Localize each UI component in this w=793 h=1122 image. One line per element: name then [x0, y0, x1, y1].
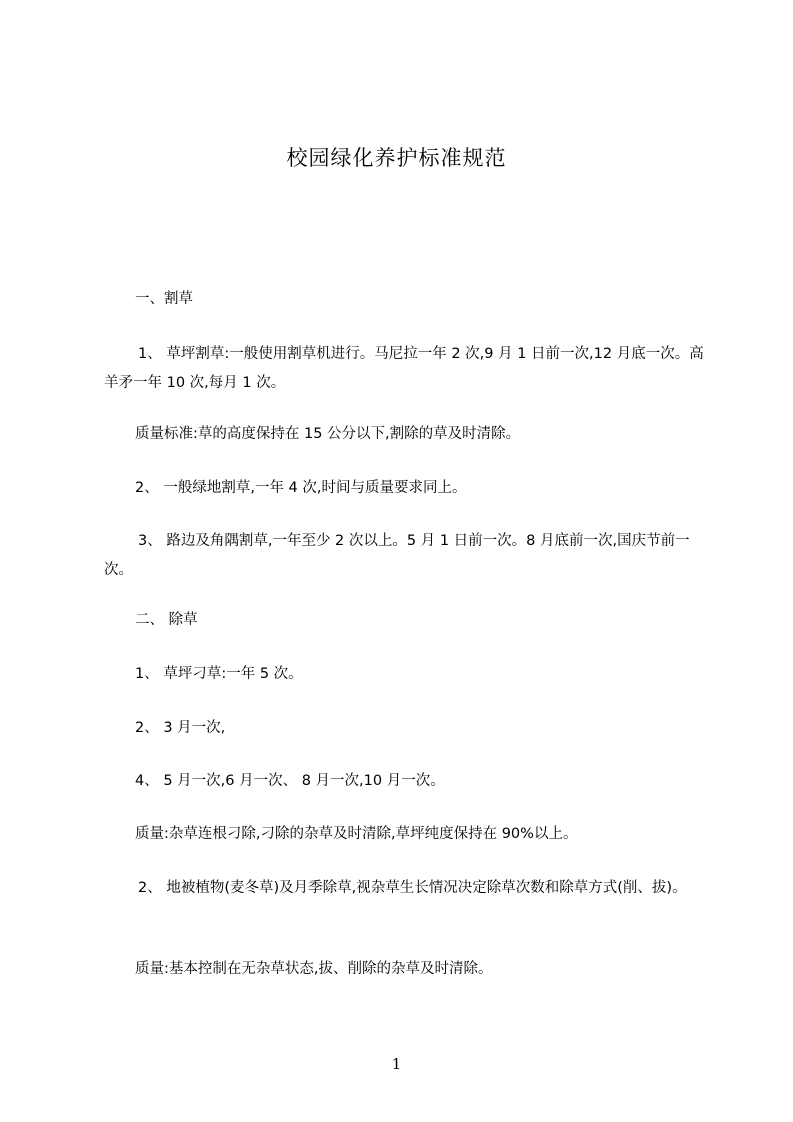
- paragraph-march: 2、 3 月一次,: [135, 720, 226, 736]
- paragraph-quality-standard: 质量标准:草的高度保持在 15 公分以下,割除的草及时清除。: [135, 426, 521, 442]
- paragraph-roadside-mowing: 3、 路边及角隅割草,一年至少 2 次以上。5 月 1 日前一次。8 月底前一次,国庆节前一次。: [104, 533, 690, 578]
- paragraph-lawn-mowing: 1、 草坪割草:一般使用割草机进行。马尼拉一年 2 次,9 月 1 日前一次,12 月底一次。高羊矛一年 10 次,每月 1 次。: [104, 346, 704, 391]
- paragraph-groundcover-quality: 质量:基本控制在无杂草状态,拔、削除的杂草及时清除。: [135, 961, 493, 977]
- paragraph-general-green-mowing: 2、 一般绿地割草,一年 4 次,时间与质量要求同上。: [135, 480, 467, 496]
- page-number: 1: [391, 1055, 402, 1073]
- paragraph-weeding-quality: 质量:杂草连根刁除,刁除的杂草及时清除,草坪纯度保持在 90%以上。: [135, 826, 578, 842]
- section-heading-mowing: 一、割草: [135, 291, 193, 307]
- paragraph-groundcover-weeding: 2、 地被植物(麦冬草)及月季除草,视杂草生长情况决定除草次数和除草方式(削、拔)。: [138, 880, 687, 896]
- paragraph-lawn-weeding: 1、 草坪刁草:一年 5 次。: [135, 666, 303, 682]
- document-title: 校园绿化养护标准规范: [286, 146, 507, 170]
- section-heading-weeding: 二、 除草: [135, 612, 198, 628]
- paragraph-months: 4、 5 月一次,6 月一次、 8 月一次,10 月一次。: [135, 773, 445, 789]
